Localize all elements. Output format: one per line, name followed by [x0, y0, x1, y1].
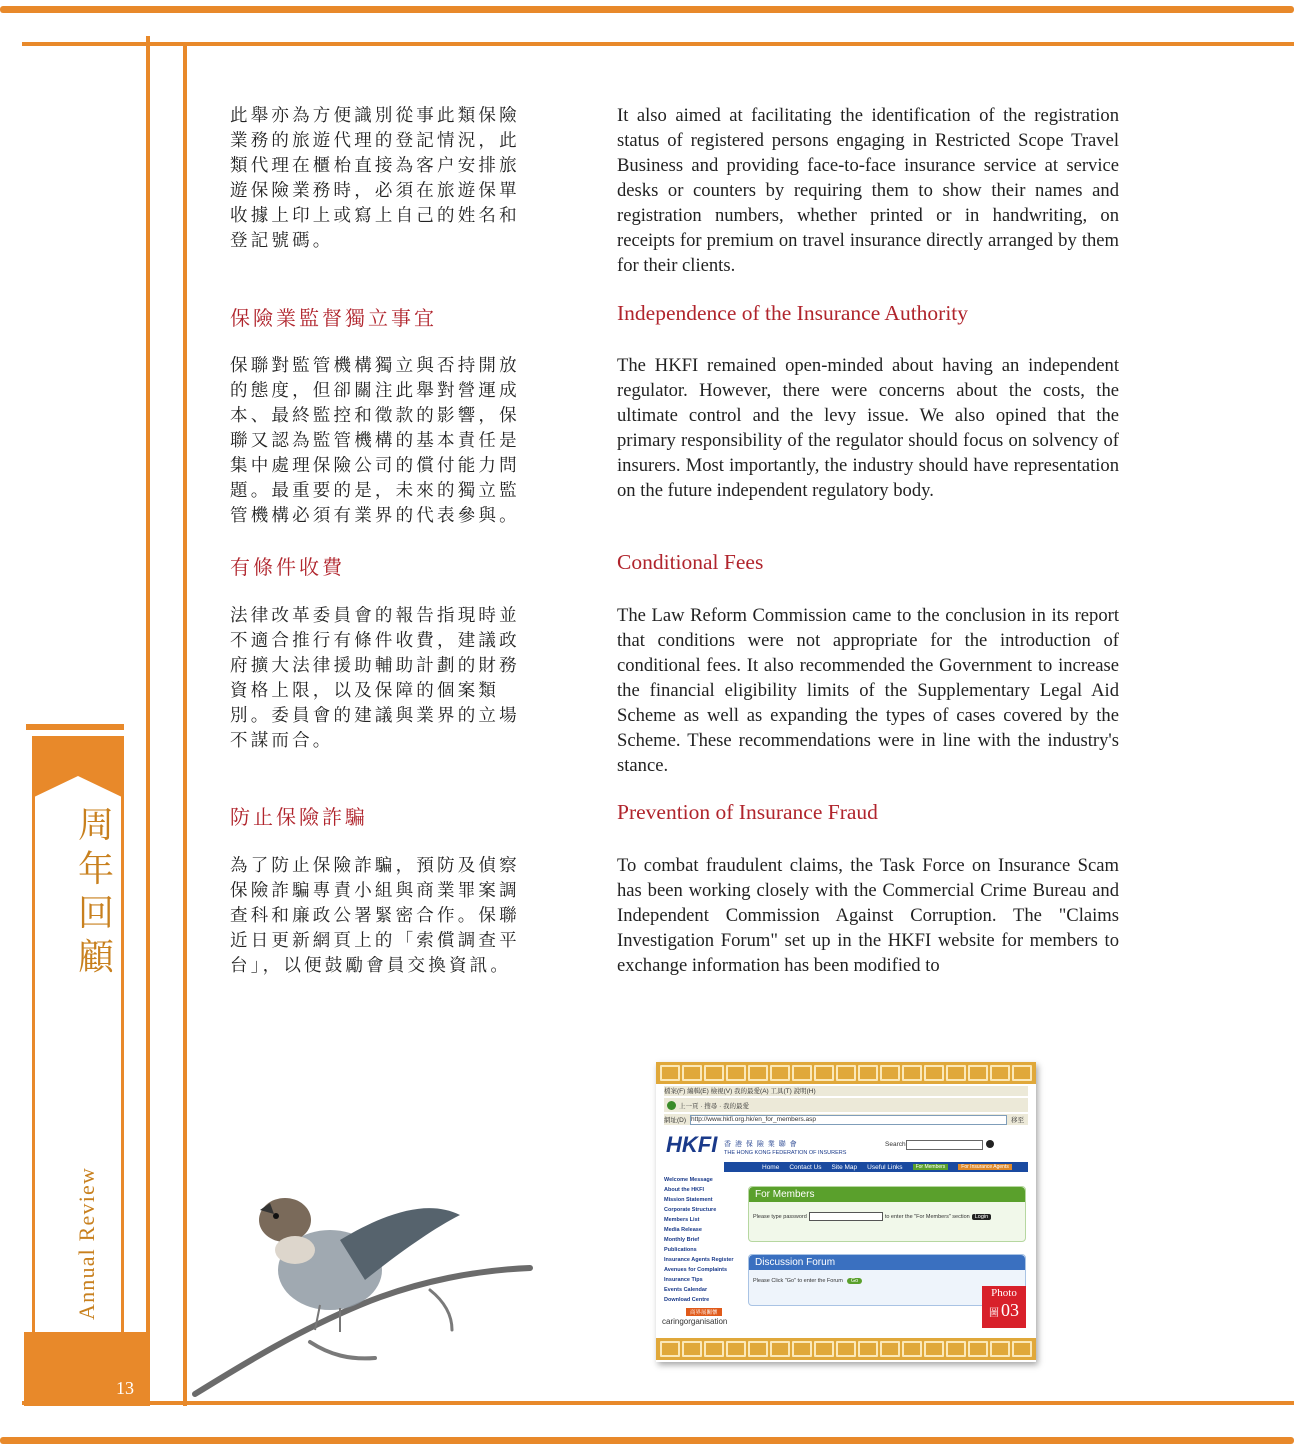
photo-badge-number: 03	[1001, 1300, 1019, 1320]
site-sidebar	[664, 1175, 740, 1305]
nav-for-members[interactable]: For Members	[913, 1164, 949, 1170]
browser-toolbar-label: 上一頁 · 搜尋 · 我的最愛	[679, 1102, 750, 1110]
sidebar-item[interactable]: Corporate Structure	[664, 1207, 717, 1213]
nav-site-map[interactable]: Site Map	[831, 1163, 858, 1171]
password-input[interactable]	[809, 1212, 883, 1221]
forum-panel-title: Discussion Forum	[749, 1255, 1025, 1270]
section-zh-text: 為了防止保險詐騙，預防及偵察保險詐騙專責小組與商業罪案調查科和廉政公署緊密合作。保聯近日更新網頁上的「索償調查平台」，以便鼓勵會員交換資訊。	[230, 856, 520, 976]
caring-organisation-logo: caringorganisation	[662, 1317, 728, 1326]
members-panel-title: For Members	[749, 1187, 1025, 1202]
browser-menu-bar: 檔案(F) 編輯(E) 檢視(V) 我的最愛(A) 工具(T) 說明(H)	[664, 1086, 1028, 1096]
decorative-pattern-top	[656, 1062, 1036, 1084]
section-en-text: To combat fraudulent claims, the Task Force on Insurance Scam has been working closely with the Commercial Crime Bureau and Independent Commission Against Corruption. The "Claims Investigation Forum" set up in the HKFI website for members to exchange information has been modified to	[617, 855, 1119, 976]
forum-go-button[interactable]: Go	[847, 1278, 862, 1284]
sidebar-item[interactable]: Insurance Agents Register	[664, 1257, 734, 1263]
sidebar-item[interactable]: Insurance Tips	[664, 1277, 703, 1283]
site-logo-zh: 香 港 保 險 業 聯 會	[724, 1141, 798, 1148]
password-label: Please type password	[753, 1213, 807, 1220]
section-en-text: The HKFI remained open-minded about having an independent regulator. However, there were concerns about the costs, the ultimate control and the levy issue. We also opined that the primary responsibility of the regulator should focus on solvency of insurers. Most importantly, the industry should have representation on the future independent regulatory body.	[617, 355, 1119, 501]
address-go-button[interactable]: 移至	[1011, 1117, 1024, 1124]
sidebar-item[interactable]: Download Centre	[664, 1297, 710, 1303]
caring-badge: 商界展關懷	[686, 1308, 722, 1316]
nav-for-agents[interactable]: For Insurance Agents	[958, 1164, 1012, 1170]
password-suffix: to enter the "For Members" section	[884, 1213, 970, 1220]
section-heading-en: Conditional Fees	[617, 550, 764, 574]
back-icon[interactable]	[667, 1101, 676, 1110]
site-logo-en: THE HONG KONG FEDERATION OF INSURERS	[724, 1150, 847, 1156]
nav-useful-links[interactable]: Useful Links	[867, 1163, 903, 1171]
site-nav-bar	[724, 1162, 1028, 1172]
members-password-row	[749, 1202, 1025, 1221]
website-screenshot	[656, 1062, 1036, 1362]
section-heading-zh: 防止保險詐騙	[230, 805, 368, 829]
section-heading-en: Prevention of Insurance Fraud	[617, 800, 878, 824]
address-label: 網址(D)	[664, 1117, 687, 1124]
section-heading-en: Independence of the Insurance Authority	[617, 301, 969, 325]
site-search-input[interactable]	[906, 1140, 983, 1150]
side-tab-header-shape	[32, 736, 126, 800]
left-border-line-inner	[183, 46, 187, 1406]
members-panel	[748, 1186, 1026, 1242]
section-zh-text: 保聯對監管機構獨立與否持開放的態度，但卻關注此舉對營運成本、最終監控和徵款的影響，保聯又認為監管機構的基本責任是集中處理保險公司的償付能力問題。最重要的是，未來的獨立監管機構必須有業界的代表參與。	[230, 356, 520, 526]
side-tab-left-line	[32, 736, 35, 1336]
intro-en-text: It also aimed at facilitating the identification of the registration status of registered persons engaging in Restricted Scope Travel Business and providing face-to-face insurance service at service desks or counters by requiring them to show their names and registration numbers, whether printed or in handwriting, on receipts for premium on travel insurance directly arranged by them for their clients.	[617, 105, 1119, 276]
nav-contact[interactable]: Contact Us	[789, 1163, 822, 1171]
side-tab-top-bar	[26, 724, 124, 730]
site-search-label: Search	[885, 1141, 906, 1148]
side-tab-right-line	[121, 736, 124, 1336]
sidebar-item[interactable]: Monthly Brief	[664, 1237, 700, 1243]
side-tab-zh-title: 周年回顧	[77, 805, 114, 978]
sidebar-item[interactable]: Avenues for Complaints	[664, 1267, 728, 1273]
section-en-text: The Law Reform Commission came to the conclusion in its report that conditions were not appropriate for the introduction of conditional fees. It also recommended the Government to increase the financial eligibility limits of the Supplementary Legal Aid Scheme as well as expanding the types of cases covered by the Scheme. These recommendations were in line with the industry's stance.	[617, 605, 1119, 776]
decorative-pattern-bottom	[656, 1338, 1036, 1360]
site-search-button[interactable]	[986, 1140, 994, 1148]
sidebar-item[interactable]: Media Release	[664, 1227, 702, 1233]
section-heading-zh: 有條件收費	[230, 555, 345, 579]
section-zh-text: 法律改革委員會的報告指現時並不適合推行有條件收費，建議政府擴大法律援助輔助計劃的財務資格上限，以及保障的個案類別。委員會的建議與業界的立場不謀而合。	[230, 606, 520, 751]
photo-badge-label: Photo	[991, 1287, 1017, 1299]
photo-badge	[982, 1286, 1026, 1328]
bottom-border-rule	[0, 1437, 1294, 1444]
browser-toolbar	[664, 1098, 1028, 1112]
side-tab-en-title: Annual Review	[74, 1166, 99, 1320]
sparrow-illustration	[190, 1170, 540, 1400]
bottom-border-rule-inner	[22, 1401, 1294, 1405]
photo-badge-zh: 圖	[989, 1308, 999, 1319]
sidebar-item[interactable]: Welcome Message	[664, 1177, 713, 1183]
section-heading-zh: 保險業監督獨立事宜	[230, 306, 437, 330]
login-button[interactable]: Login	[972, 1214, 991, 1220]
browser-address-bar	[664, 1114, 1028, 1125]
sidebar-item[interactable]: Events Calendar	[664, 1287, 708, 1293]
sidebar-item[interactable]: Members List	[664, 1217, 700, 1223]
nav-home[interactable]: Home	[762, 1163, 780, 1171]
sidebar-item[interactable]: Publications	[664, 1247, 697, 1253]
sidebar-item[interactable]: About the HKFI	[664, 1187, 705, 1193]
address-input[interactable]: http://www.hkfi.org.hk/en_for_members.asp	[690, 1115, 1007, 1125]
site-logo[interactable]: HKFI	[666, 1132, 718, 1157]
forum-row	[749, 1270, 1025, 1284]
page-number: 13	[116, 1378, 134, 1398]
intro-zh-text: 此舉亦為方便識別從事此類保險業務的旅遊代理的登記情況，此類代理在櫃枱直接為客户安排旅遊保險業務時，必須在旅遊保單收據上印上或寫上自己的姓名和登記號碼。	[230, 106, 520, 251]
top-border-rule	[0, 6, 1294, 13]
top-border-rule-inner	[22, 42, 1294, 46]
sidebar-item[interactable]: Mission Statement	[664, 1197, 713, 1203]
forum-prompt: Please Click "Go" to enter the Forum	[753, 1278, 843, 1284]
